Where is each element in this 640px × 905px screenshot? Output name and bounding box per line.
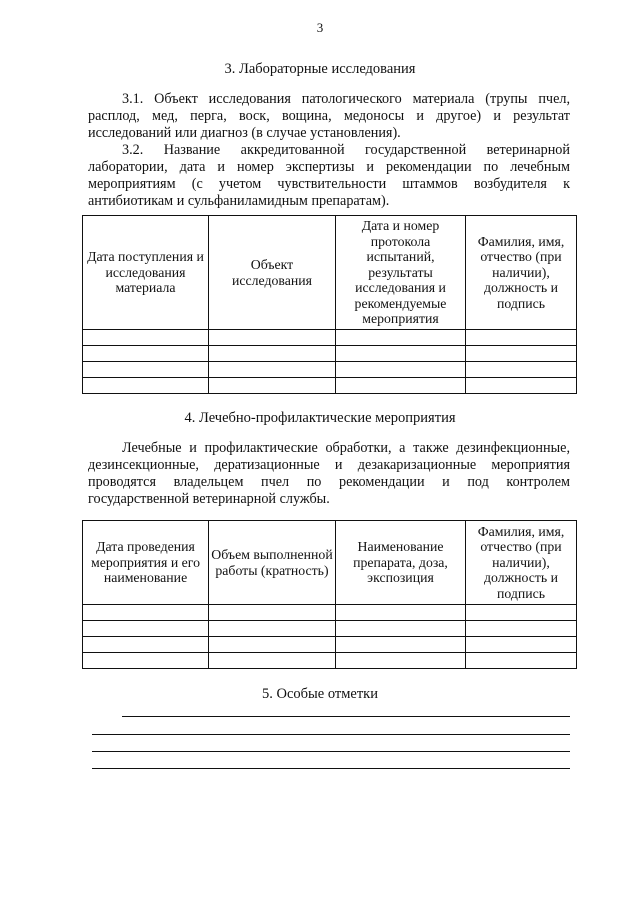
treatment-table xyxy=(82,520,577,669)
paragraph-line: Лечебные и профилактические обработки, а также дезинфекционные, xyxy=(122,440,570,456)
paragraph-line: лаборатории, дата и номер экспертизы и рекомендации по лечебным xyxy=(88,159,570,175)
notes-line[interactable] xyxy=(122,716,570,717)
table-cell[interactable] xyxy=(466,346,577,362)
table-cell[interactable] xyxy=(336,637,466,653)
table-row xyxy=(83,330,577,346)
notes-line[interactable] xyxy=(92,768,570,769)
header-cell: Фамилия, имя, отчество (при наличии), должность и подпись xyxy=(466,521,577,605)
page-number: 3 xyxy=(316,20,324,35)
paragraph-line: 3.1. Объект исследования патологического материала (трупы пчел, xyxy=(122,91,570,107)
table-row xyxy=(83,621,577,637)
table-row xyxy=(83,637,577,653)
table-header-row xyxy=(83,216,577,330)
table-cell[interactable] xyxy=(83,621,209,637)
paragraph-line: мероприятиям (с учетом чувствительности штаммов возбудителя к xyxy=(88,176,570,192)
table-cell[interactable] xyxy=(209,346,336,362)
paragraph-line: 3.2. Название аккредитованной государственной ветеринарной xyxy=(122,142,570,158)
section-3-title: 3. Лабораторные исследования xyxy=(224,61,416,77)
header-cell: Дата и номер протокола испытаний, результаты исследования и рекомендуемые мероприятия xyxy=(336,216,466,330)
table-row xyxy=(83,346,577,362)
header-cell: Дата проведения мероприятия и его наименование xyxy=(83,521,209,605)
table-cell[interactable] xyxy=(336,378,466,394)
table-cell[interactable] xyxy=(466,621,577,637)
table-cell[interactable] xyxy=(209,362,336,378)
section-3-paragraph-1 xyxy=(88,91,570,142)
table-cell[interactable] xyxy=(209,653,336,669)
table-cell[interactable] xyxy=(466,637,577,653)
notes-line[interactable] xyxy=(92,734,570,735)
table-cell[interactable] xyxy=(336,362,466,378)
table-row xyxy=(83,378,577,394)
paragraph-line: проводятся владельцем пчел по рекомендации и под контролем xyxy=(88,474,570,490)
table-cell[interactable] xyxy=(209,605,336,621)
header-cell: Объем выполненной работы (кратность) xyxy=(209,521,336,605)
table-cell[interactable] xyxy=(209,637,336,653)
table-cell[interactable] xyxy=(209,378,336,394)
table-row xyxy=(83,362,577,378)
table-cell[interactable] xyxy=(466,330,577,346)
table-cell[interactable] xyxy=(83,362,209,378)
table-row xyxy=(83,653,577,669)
table-cell[interactable] xyxy=(466,653,577,669)
table-cell[interactable] xyxy=(209,621,336,637)
section-5-title: 5. Особые отметки xyxy=(262,686,378,702)
table-cell[interactable] xyxy=(83,378,209,394)
table-cell[interactable] xyxy=(83,605,209,621)
table-cell[interactable] xyxy=(466,605,577,621)
table-cell[interactable] xyxy=(336,653,466,669)
table-cell[interactable] xyxy=(466,378,577,394)
paragraph-line: дезинсекционные, дератизационные и дезакаризационные мероприятия xyxy=(88,457,570,473)
table-cell[interactable] xyxy=(209,330,336,346)
paragraph-line: расплод, мед, перга, воск, вощина, медоносы и другое) и результат xyxy=(88,108,570,124)
paragraph-line: государственной ветеринарной службы. xyxy=(88,491,330,507)
table-row xyxy=(83,605,577,621)
table-cell[interactable] xyxy=(466,362,577,378)
section-4-paragraph xyxy=(88,440,570,508)
paragraph-line: антибиотикам и сульфаниламидным препаратам). xyxy=(88,193,390,209)
table-cell[interactable] xyxy=(83,346,209,362)
header-cell: Объект исследования xyxy=(209,216,336,330)
paragraph-line: исследований или диагноз (в случае установления). xyxy=(88,125,401,141)
table-header-row xyxy=(83,521,577,605)
table-cell[interactable] xyxy=(336,330,466,346)
section-3-paragraph-2 xyxy=(88,142,570,210)
notes-line[interactable] xyxy=(92,751,570,752)
lab-results-table xyxy=(82,215,577,394)
table-cell[interactable] xyxy=(336,621,466,637)
table-cell[interactable] xyxy=(336,346,466,362)
table-cell[interactable] xyxy=(83,637,209,653)
table-cell[interactable] xyxy=(336,605,466,621)
header-cell: Наименование препарата, доза, экспозиция xyxy=(336,521,466,605)
section-4-title: 4. Лечебно-профилактические мероприятия xyxy=(184,410,456,426)
header-cell: Дата поступления и исследования материала xyxy=(83,216,209,330)
header-cell: Фамилия, имя, отчество (при наличии), должность и подпись xyxy=(466,216,577,330)
table-cell[interactable] xyxy=(83,653,209,669)
table-cell[interactable] xyxy=(83,330,209,346)
